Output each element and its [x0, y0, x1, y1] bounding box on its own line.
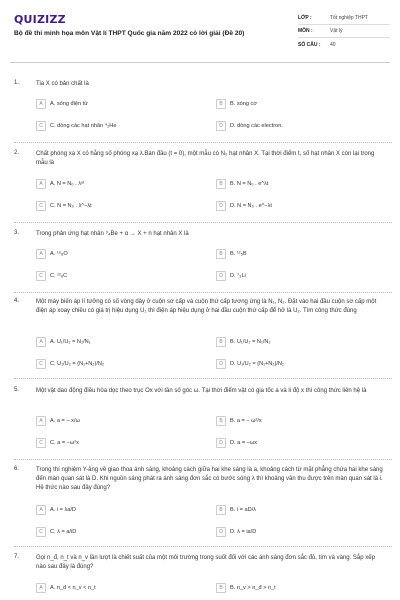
- option-letter: A: [36, 179, 46, 189]
- option-text: A. a = − x/ω: [50, 418, 80, 424]
- option-b[interactable]: [216, 98, 366, 110]
- info-value: Tốt nghiệp THPT: [330, 15, 368, 21]
- option-text: C. a = −ω²x: [50, 440, 79, 446]
- question-divider: [14, 142, 392, 143]
- quizizz-logo: QUIZIZZ: [14, 13, 66, 26]
- option-text: C. dòng các hạt nhân ⁴₂He: [50, 123, 117, 129]
- option-letter: C: [36, 121, 46, 131]
- option-letter: C: [36, 438, 46, 448]
- question-divider: [14, 546, 392, 547]
- question-text: Chất phóng xạ X có hằng số phóng xạ λ.Ban đầu (t = 0), một mẫu có N₀ hạt nhân X. Tại thời điểm t, số hạt nhân X còn lại trong mẫu là: [36, 151, 375, 166]
- option-letter: C: [36, 201, 46, 211]
- option-letter: A: [36, 505, 46, 515]
- option-text: B. U₁/U₂ = N₁/N₂: [230, 339, 271, 345]
- option-letter: D: [216, 201, 226, 211]
- info-row-class: [298, 12, 390, 25]
- option-letter: A: [36, 416, 46, 426]
- option-text: B. sóng cơ: [230, 101, 257, 107]
- question-number: 3.: [14, 230, 20, 236]
- option-letter: B: [216, 249, 226, 259]
- question-number: 5.: [14, 387, 20, 393]
- option-text: C. N = N₀ . λ^−λt: [50, 203, 92, 209]
- question-text: Một máy biến áp lí tưởng có số vòng dây ở cuộn sơ cấp và cuộn thứ cấp tương ứng là N₁, N₂. Đặt vào hai đầu cuộn sơ cấp một điện áp xoay chiều có giá trị hiệu dụng U₁ thì điện áp hiệu dụng ở hai đầu cuộn thứ cấp để hở là U₂. Tìm công thức đúng: [36, 299, 377, 314]
- option-text: A. U₁/U₂ = N₂/N₁: [50, 339, 91, 345]
- option-text: D. U₁/U₂ = (N₁+N₂)/N₁: [230, 361, 284, 367]
- option-text: A. i = λa/D: [50, 507, 76, 513]
- option-a[interactable]: [36, 98, 186, 110]
- option-letter: A: [36, 583, 46, 593]
- option-text: D. ⁷₃Li: [230, 273, 246, 279]
- option-letter: A: [36, 249, 46, 259]
- info-label: LỚP :: [298, 15, 312, 21]
- option-text: D. N = N₀ . e^−λt: [230, 203, 272, 209]
- option-letter: C: [36, 271, 46, 281]
- option-text: D. λ = ia/D: [230, 529, 257, 535]
- option-text: B. N = N₀ . e^λt: [230, 181, 269, 187]
- question-divider: [14, 222, 392, 223]
- option-text: B. i = aD/λ: [230, 507, 256, 513]
- option-letter: B: [216, 337, 226, 347]
- option-d[interactable]: [216, 358, 366, 370]
- option-b[interactable]: [216, 336, 366, 348]
- option-text: D. dòng các electron.: [230, 123, 283, 129]
- question-number: 2.: [14, 150, 20, 156]
- info-box: [298, 12, 390, 51]
- option-b[interactable]: [216, 248, 366, 260]
- option-c[interactable]: [36, 120, 186, 132]
- option-d[interactable]: [216, 526, 366, 538]
- option-d[interactable]: [216, 270, 366, 282]
- option-a[interactable]: [36, 504, 186, 516]
- option-text: A. N = N₀ . λᵉᵗ: [50, 181, 85, 187]
- question-3: [14, 230, 392, 290]
- info-row-count: [298, 38, 390, 51]
- option-b[interactable]: [216, 582, 366, 594]
- question-6: [14, 466, 392, 546]
- option-letter: C: [36, 359, 46, 369]
- question-text: Trong thí nghiệm Y-âng về giao thoa ánh sáng, khoảng cách giữa hai khe sáng là a, khoảng cách từ mặt phẳng chứa hai khe sáng đến màn quan sát là D. Khi nguồn sáng phát ra ánh sáng đơn sắc có bước sóng λ thì khoảng vân thu được trên màn quan sát là i. Hệ thức nào sau đây đúng?: [36, 467, 383, 491]
- option-letter: A: [36, 337, 46, 347]
- option-text: A. n_đ < n_v < n_t: [50, 585, 96, 591]
- option-letter: D: [216, 359, 226, 369]
- question-divider: [14, 378, 392, 379]
- question-number: 1.: [14, 80, 20, 86]
- option-c[interactable]: [36, 270, 186, 282]
- option-d[interactable]: [216, 120, 366, 132]
- question-4: [14, 298, 392, 378]
- option-letter: D: [216, 271, 226, 281]
- option-text: B. n_v > n_đ > n_t: [230, 585, 276, 591]
- option-c[interactable]: [36, 358, 186, 370]
- question-text: Gọi n_đ, n_t và n_v lần lượt là chiết suất của một môi trường trong suốt đối với các ánh sáng đơn sắc đỏ, tím và vàng. Sắp xếp nào sau đây là đúng?: [36, 555, 375, 570]
- option-letter: A: [36, 99, 46, 109]
- info-row-subject: [298, 25, 390, 38]
- option-c[interactable]: [36, 526, 186, 538]
- option-d[interactable]: [216, 200, 366, 212]
- option-letter: D: [216, 438, 226, 448]
- option-text: D. a = −ωx: [230, 440, 258, 446]
- option-letter: B: [216, 505, 226, 515]
- option-letter: D: [216, 527, 226, 537]
- option-letter: B: [216, 583, 226, 593]
- option-a[interactable]: [36, 336, 186, 348]
- option-text: B. a = − ω²/x: [230, 418, 262, 424]
- option-text: A. sóng điện từ: [50, 101, 88, 107]
- info-value: 40: [330, 41, 336, 48]
- option-a[interactable]: [36, 248, 186, 260]
- question-number: 6.: [14, 466, 20, 472]
- option-letter: B: [216, 416, 226, 426]
- question-divider: [14, 459, 392, 460]
- document-title: Bộ đề thi minh họa môn Vật lí THPT Quốc gia năm 2022 có lời giải (Đề 20): [14, 30, 245, 37]
- question-2: [14, 150, 392, 220]
- question-5: [14, 387, 392, 457]
- question-number: 4.: [14, 298, 20, 304]
- option-a[interactable]: [36, 582, 186, 594]
- option-c[interactable]: [36, 200, 186, 212]
- option-b[interactable]: [216, 178, 366, 190]
- option-letter: B: [216, 179, 226, 189]
- option-a[interactable]: [36, 178, 186, 190]
- question-text: Tia X có bản chất là: [36, 81, 89, 87]
- header-divider: [10, 62, 390, 63]
- option-a[interactable]: [36, 415, 186, 427]
- question-text: Trong phản ứng hạt nhân ⁹₄Be + α → X + n hạt nhân X là: [36, 231, 189, 237]
- question-7: [14, 554, 392, 598]
- option-text: C. U₁/U₂ = (N₁+N₂)/N₂: [50, 361, 105, 367]
- question-1: [14, 80, 392, 140]
- option-text: B. ¹²₅B: [230, 251, 247, 257]
- option-b[interactable]: [216, 504, 366, 516]
- option-d[interactable]: [216, 437, 366, 449]
- info-label: MÔN :: [298, 28, 313, 34]
- option-text: C. λ = a/iD: [50, 529, 77, 535]
- question-divider: [14, 292, 392, 293]
- info-label: SỐ CÂU :: [298, 41, 321, 48]
- info-value: Vật lý: [330, 28, 343, 34]
- question-text: Một vật dao động điều hòa dọc theo trục Ox với tần số góc ω. Tại thời điểm vật có gia tốc a và li độ x thì công thức liên hệ là: [36, 388, 367, 394]
- option-text: A. ¹⁶₈O: [50, 251, 68, 257]
- option-text: C. ¹²₆C: [50, 273, 68, 279]
- option-c[interactable]: [36, 437, 186, 449]
- question-number: 7.: [14, 554, 20, 560]
- option-letter: D: [216, 121, 226, 131]
- option-b[interactable]: [216, 415, 366, 427]
- option-letter: B: [216, 99, 226, 109]
- option-letter: C: [36, 527, 46, 537]
